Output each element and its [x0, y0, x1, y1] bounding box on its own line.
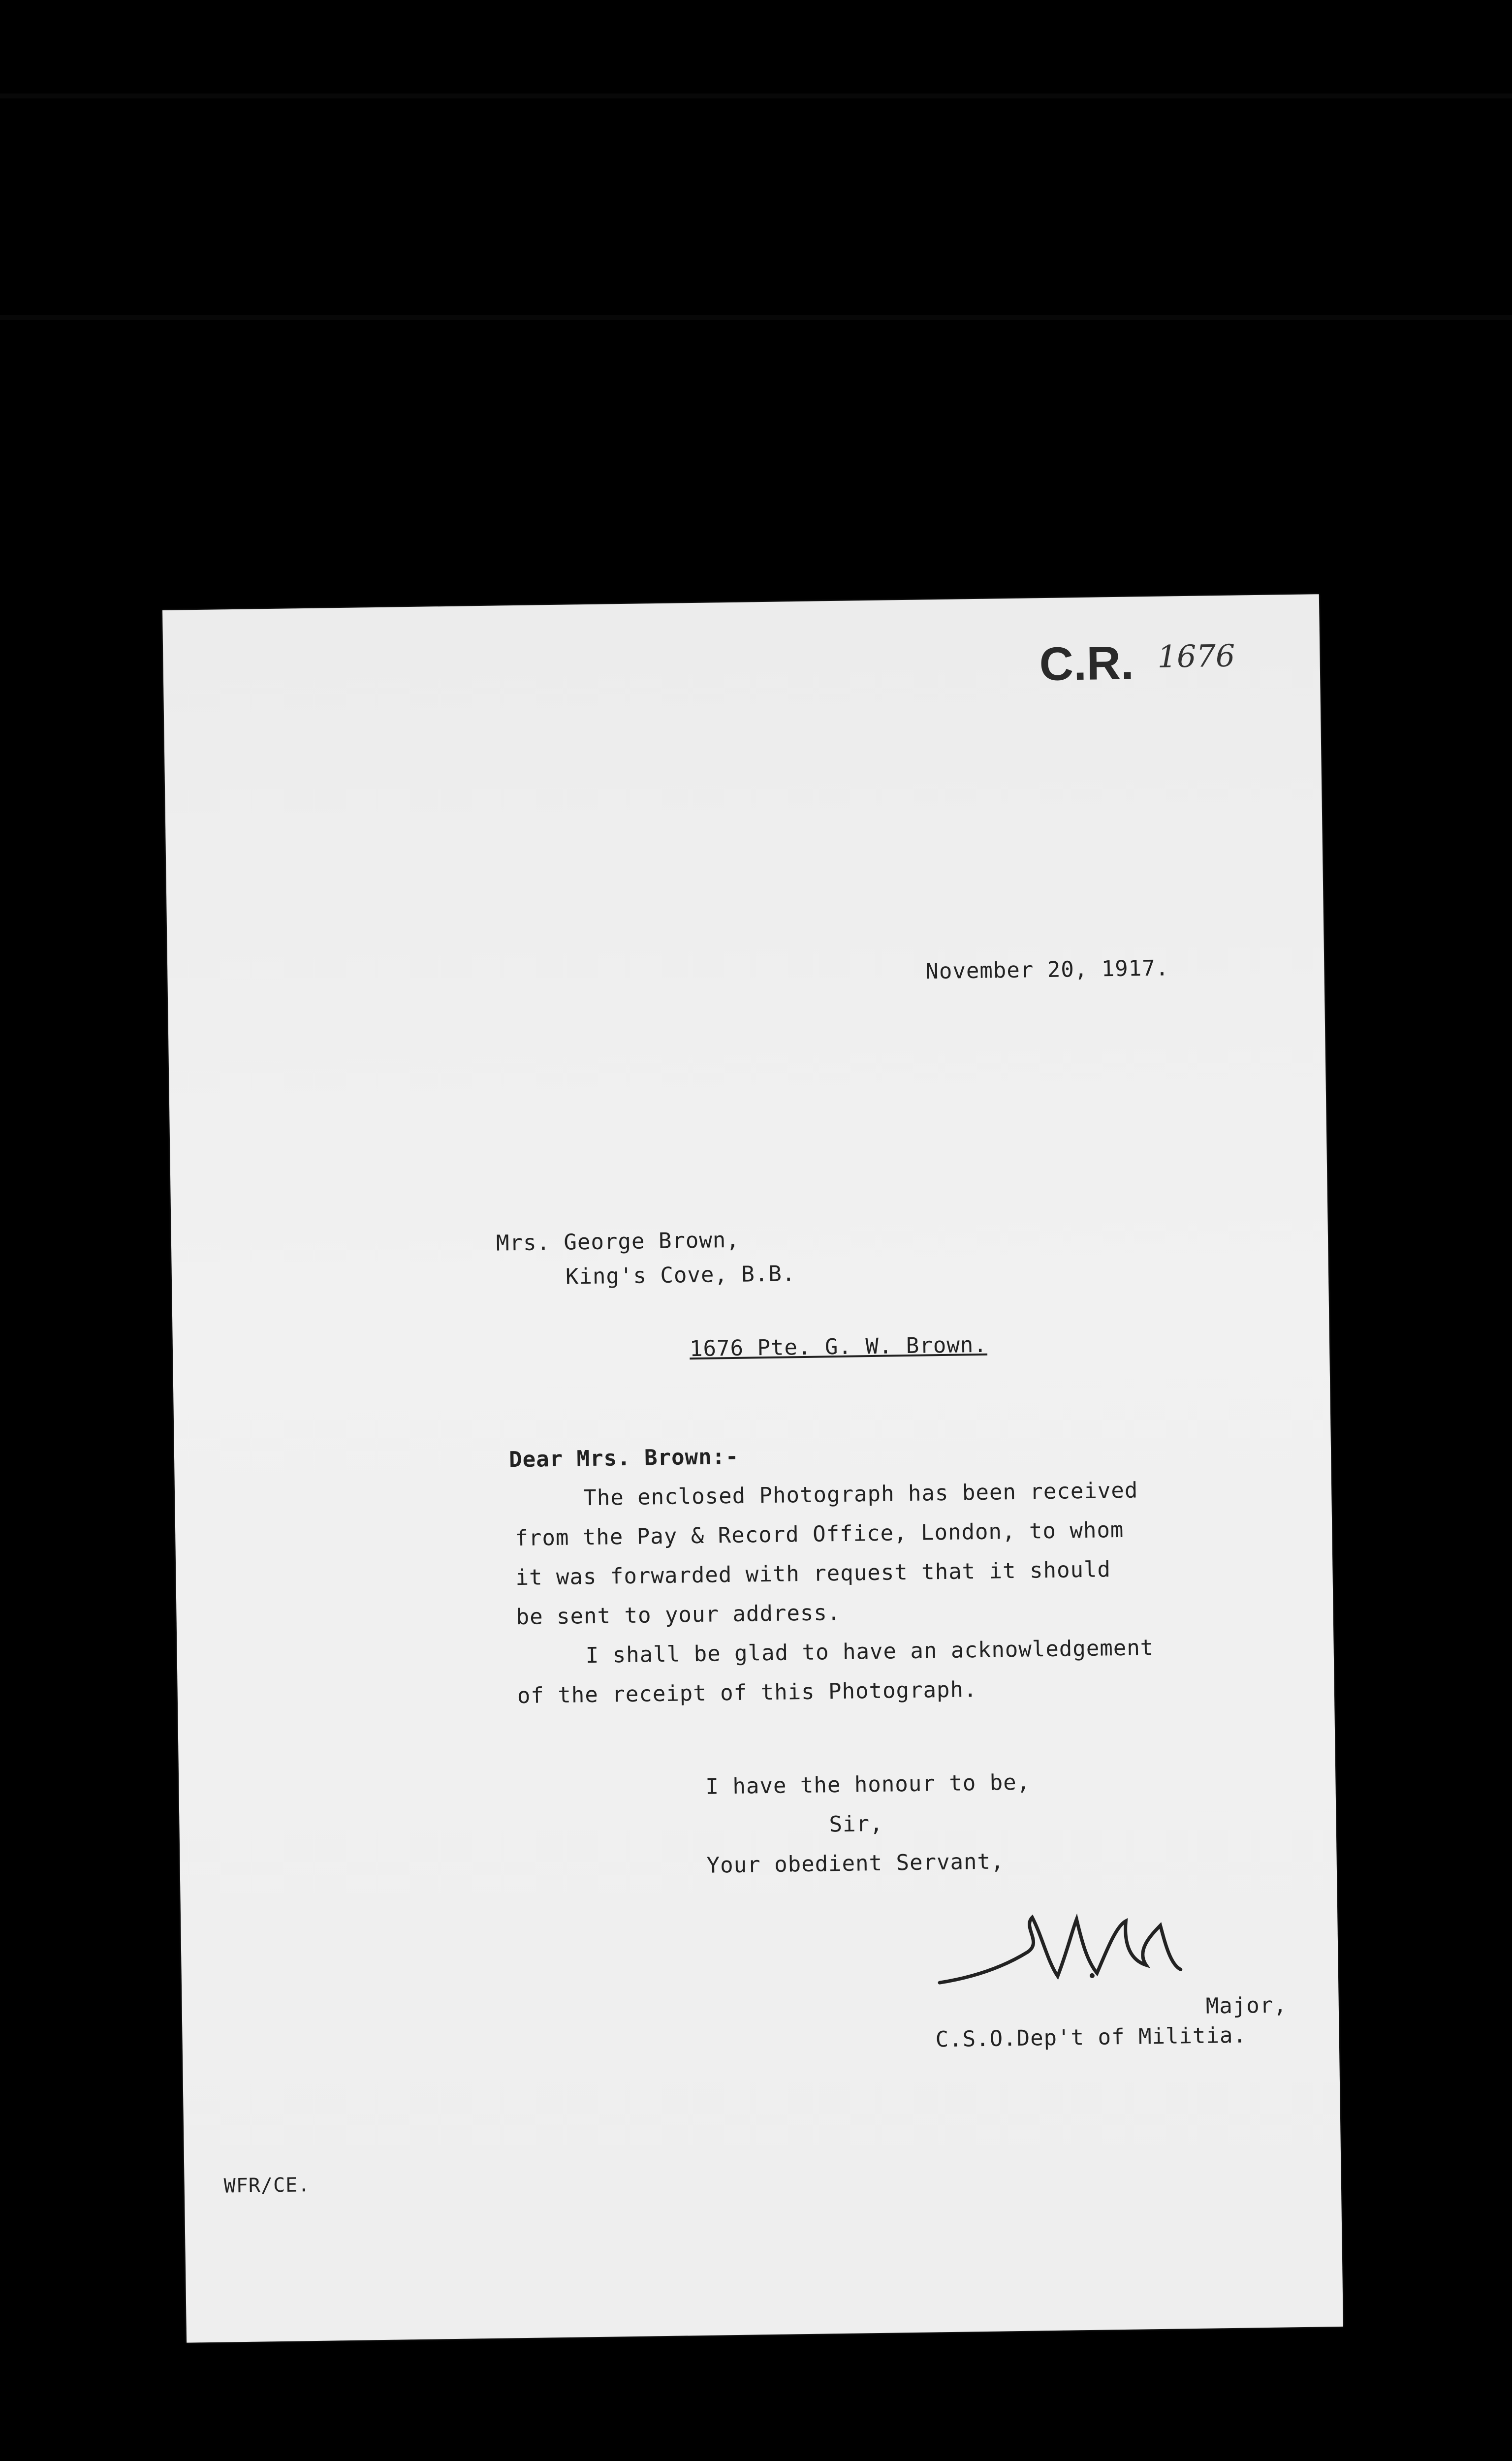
- body-line: The enclosed Photograph has been received: [583, 1478, 1138, 1511]
- letter-sheet: [162, 594, 1343, 2342]
- reference-line: 1676 Pte. G. W. Brown.: [689, 1332, 988, 1362]
- recipient-address: King's Cove, B.B.: [565, 1261, 796, 1290]
- closing-line: Your obedient Servant,: [706, 1849, 1005, 1878]
- body-line: I shall be glad to have an acknowledgement: [585, 1635, 1154, 1669]
- scan-noise-top: [0, 94, 1512, 98]
- letter-date: November 20, 1917.: [925, 955, 1169, 984]
- cr-handwritten-number: 1676: [1157, 637, 1235, 675]
- recipient-name: Mrs. George Brown,: [496, 1227, 740, 1256]
- typist-reference: WFR/CE.: [223, 2174, 311, 2198]
- body-line: be sent to your address.: [516, 1600, 841, 1630]
- body-line: of the receipt of this Photograph.: [517, 1677, 977, 1709]
- handwritten-signature: [929, 1905, 1186, 1997]
- scan-noise-top: [0, 315, 1512, 320]
- cr-stamp: C.R.: [1039, 636, 1134, 691]
- signer-office: C.S.O.Dep't of Militia.: [935, 2022, 1247, 2052]
- body-line: it was forwarded with request that it should: [515, 1557, 1111, 1591]
- closing-line: Sir,: [829, 1811, 883, 1837]
- salutation: Dear Mrs. Brown:-: [508, 1444, 739, 1473]
- signer-rank: Major,: [1205, 1992, 1288, 2019]
- closing-line: I have the honour to be,: [705, 1769, 1031, 1799]
- body-line: from the Pay & Record Office, London, to whom: [515, 1517, 1124, 1551]
